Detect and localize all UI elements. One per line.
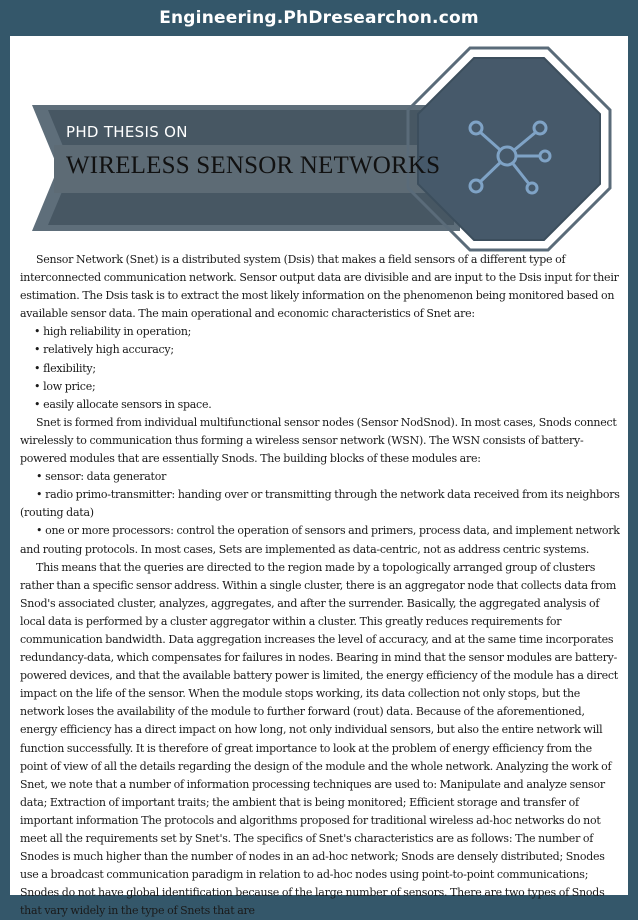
article-body — [20, 251, 620, 920]
list-item: • easily allocate sensors in space. — [34, 397, 212, 411]
list-item: • one or more processors: control the operation of sensors and primers, process data, and implement network and routing protocols. In most cases, Sets are implemented as data-centric, not as address centric systems. — [20, 524, 620, 556]
paragraph-snods: Snet is formed from individual multifunctional sensor nodes (Sensor NodSnod). In most cases, Snods connect wirelessly to communication thus forming a wireless sensor network (WSN). The WSN consists of battery-powered modules that are essentially Snods. The building blocks of these modules are: — [20, 415, 617, 466]
list-item: • relatively high accuracy; — [34, 343, 174, 357]
paragraph-intro: Sensor Network (Snet) is a distributed system (Dsis) that makes a field sensors of a different type of interconnected communication network. Sensor output data are divisible and are input to the Dsis input for their estimation. The Dsis task is to extract the most likely information on the phenomenon being monitored based on available sensor data. The main operational and economic characteristics of Snet are: — [20, 253, 619, 321]
site-title[interactable]: Engineering.PhDresearchon.com — [159, 8, 479, 28]
document-page — [10, 36, 628, 918]
banner-graphic — [10, 36, 628, 251]
list-item: • high reliability in operation; — [34, 325, 192, 339]
list-item: • flexibility; — [34, 361, 96, 375]
paragraph-clusters: This means that the queries are directed to the region made by a topologically arranged group of clusters rather than a specific sensor address. Within a single cluster, there is an aggregator node that collects data from Snod's associated cluster, analyzes, aggregates, and after the surrender. Basically, the aggregated analysis of local data is performed by a cluster aggregator within a cluster. This greatly reduces requirements for communication bandwidth. Data aggregation increases the level of accuracy, and at the same time incorporates redundancy-data, which compensates for failures in nodes. Bearing in mind that the sensor modules are battery-powered devices, and that the available battery power is limited, the energy efficiency of the module has a direct impact on the life of the sensor. When the module stops working, its data collection not only stops, but the network loses the availability of the module to further forward (rout) data. Because of the aforementioned, energy efficiency has a direct impact on how long, not only individual sensors, but also the entire network will function successfully. It is therefore of great importance to look at the problem of energy efficiency from the point of view of all the details regarding the design of the module and the whole network. Analyzing the work of Snet, we note that a number of information processing techniques are used to: Manipulate and analyze sensor data; Extraction of important traits; the ambient that is being monitored; Efficient storage and transfer of important information The protocols and algorithms proposed for traditional wireless ad-hoc networks do not meet all the requirements set by Snet's. The specifics of Snet's characteristics are as follows: The number of Snodes is much higher than the number of nodes in an ad-hoc network; Snods are densely distributed; Snodes use a broadcast communication paradigm in relation to ad-hoc nodes using point-to-point communications; Snodes do not have global identification because of the large number of sensors. There are two types of Snods that vary widely in the type of Snets that are — [20, 560, 618, 918]
banner-subtitle: PHD THESIS ON — [66, 123, 188, 141]
list-item: • low price; — [34, 379, 96, 393]
list-item: • sensor: data generator — [36, 470, 167, 484]
banner-title: WIRELESS SENSOR NETWORKS — [66, 152, 441, 179]
list-item: • radio primo-transmitter: handing over or transmitting through the network data received from its neighbors (routing data) — [20, 488, 620, 520]
